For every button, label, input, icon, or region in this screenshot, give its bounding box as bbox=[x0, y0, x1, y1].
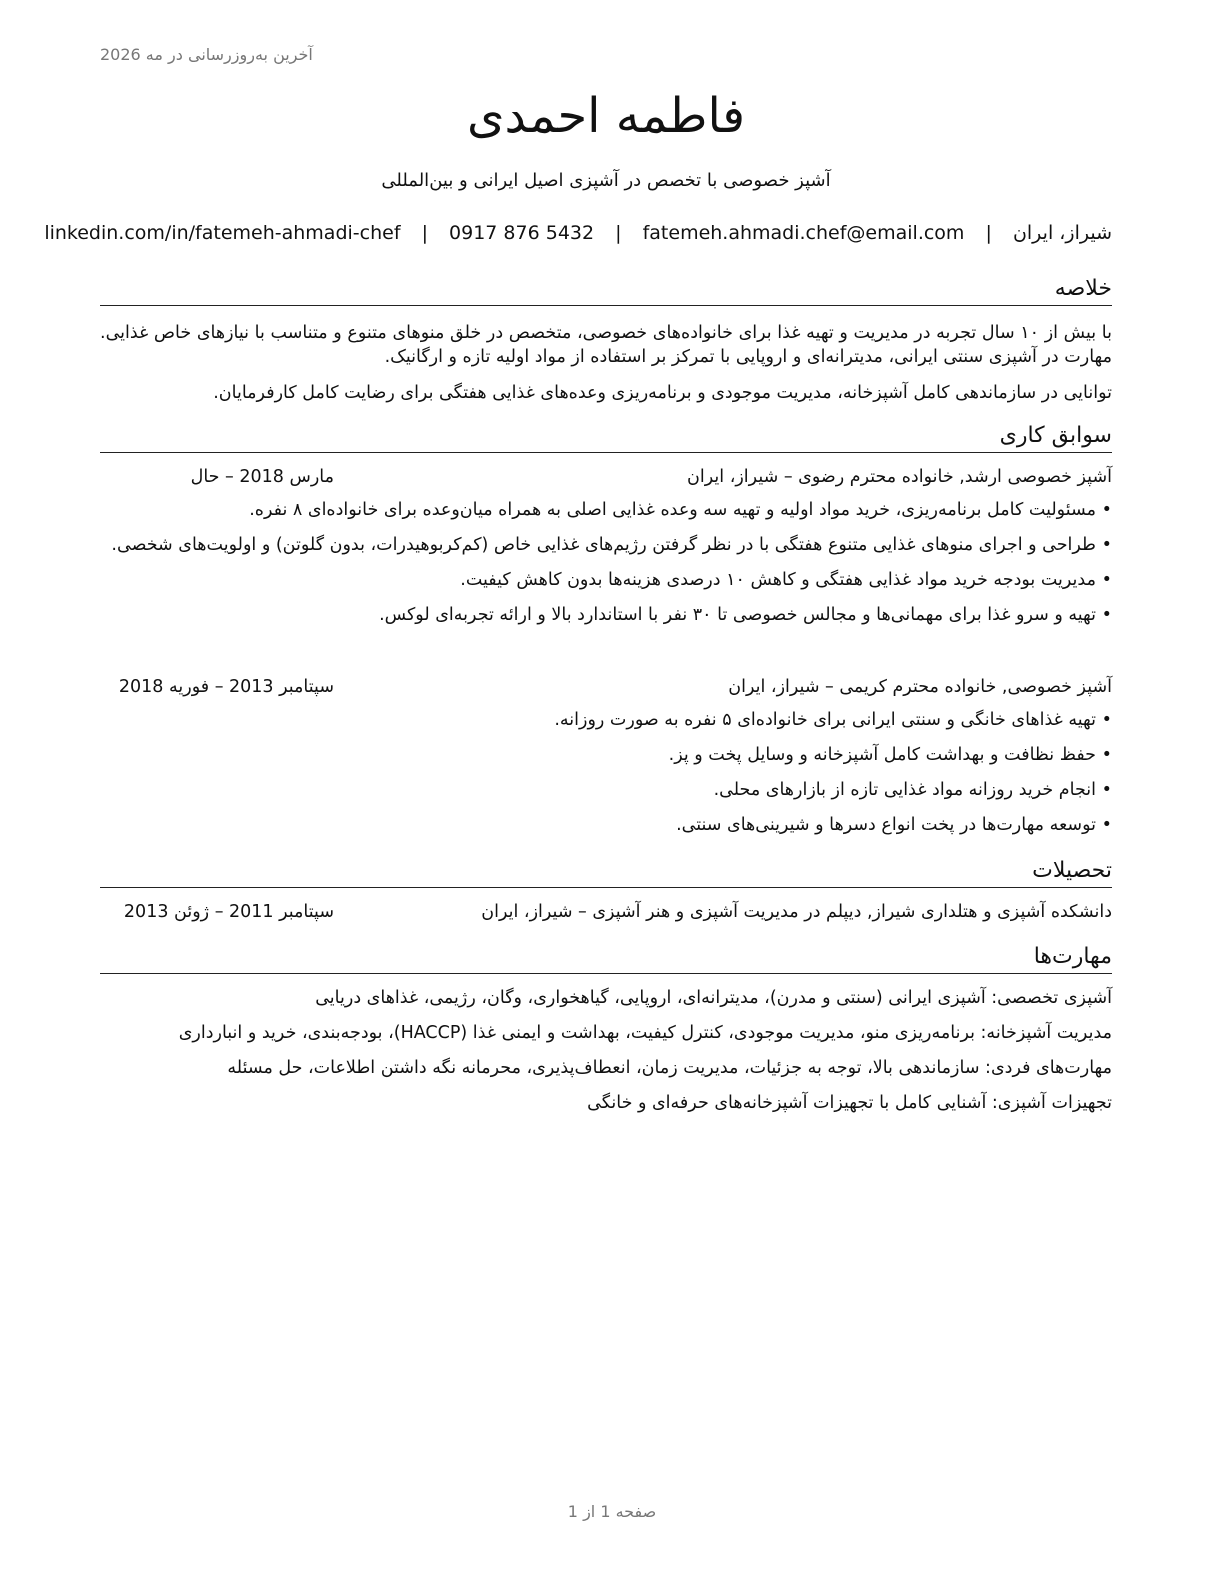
list-item: • تهیه و سرو غذا برای مهمانی‌ها و مجالس خصوصی تا ۳۰ نفر با استاندارد بالا و ارائه تجربه‌ای لوکس. bbox=[100, 603, 1112, 627]
skill-line-cooking: آشپزی تخصصی: آشپزی ایرانی (سنتی و مدرن)، مدیترانه‌ای، اروپایی، گیاهخواری، وگان، رژیمی، غذاهای دریایی bbox=[315, 988, 1112, 1008]
contact-linkedin[interactable]: linkedin.com/in/fatemeh-ahmadi-chef bbox=[44, 222, 401, 244]
candidate-subtitle: آشپز خصوصی با تخصص در آشپزی اصیل ایرانی و بین‌المللی bbox=[381, 170, 831, 191]
contact-separator: | bbox=[615, 222, 622, 244]
list-item: • مدیریت بودجه خرید مواد غذایی هفتگی و کاهش ۱۰ درصدی هزینه‌ها بدون کاهش کیفیت. bbox=[100, 568, 1112, 592]
list-item: • حفظ نظافت و بهداشت کامل آشپزخانه و وسایل پخت و پز. bbox=[100, 743, 1112, 767]
list-item: • مسئولیت کامل برنامه‌ریزی، خرید مواد اولیه و تهیه سه وعده غذایی اصلی به همراه میان‌وعده برای خانواده‌ای ۸ نفره. bbox=[100, 498, 1112, 522]
contact-phone: 0917 876 5432 bbox=[449, 222, 595, 244]
skill-line-kitchen-management: مدیریت آشپزخانه: برنامه‌ریزی منو، مدیریت موجودی، کنترل کیفیت، بهداشت و ایمنی غذا (HACCP)، بودجه‌بندی، خرید و انبارداری bbox=[178, 1023, 1112, 1043]
section-title-skills: مهارت‌ها bbox=[100, 943, 1112, 974]
contact-line bbox=[44, 222, 1112, 244]
job-role: آشپز خصوصی ارشد, خانواده محترم رضوی – شیراز، ایران bbox=[687, 467, 1112, 487]
skill-line-personal: مهارت‌های فردی: سازماندهی بالا، توجه به جزئیات، مدیریت زمان، انعطاف‌پذیری، محرمانه نگه داشتن اطلاعات، حل مسئله bbox=[227, 1058, 1112, 1078]
section-title-summary: خلاصه bbox=[100, 275, 1112, 306]
contact-email[interactable]: fatemeh.ahmadi.chef@email.com bbox=[642, 222, 965, 244]
job-dates: سپتامبر 2013 – فوریه 2018 bbox=[118, 677, 334, 697]
last-updated-note: آخرین به‌روزرسانی در مه 2026 bbox=[100, 45, 313, 64]
page-number: صفحه 1 از 1 bbox=[567, 1502, 657, 1521]
education-institution: دانشکده آشپزی و هتلداری شیراز, دیپلم در مدیریت آشپزی و هنر آشپزی – شیراز، ایران bbox=[481, 902, 1112, 922]
job-role: آشپز خصوصی, خانواده محترم کریمی – شیراز، ایران bbox=[728, 677, 1112, 697]
section-title-experience: سوابق کاری bbox=[100, 422, 1112, 453]
candidate-name: فاطمه احمدی bbox=[466, 88, 746, 144]
contact-location: شیراز، ایران bbox=[1012, 222, 1112, 244]
list-item: • انجام خرید روزانه مواد غذایی تازه از بازارهای محلی. bbox=[100, 778, 1112, 802]
list-item: • تهیه غذاهای خانگی و سنتی ایرانی برای خانواده‌ای ۵ نفره به صورت روزانه. bbox=[100, 708, 1112, 732]
skill-line-equipment: تجهیزات آشپزی: آشنایی کامل با تجهیزات آشپزخانه‌های حرفه‌ای و خانگی bbox=[587, 1093, 1112, 1113]
contact-separator: | bbox=[985, 222, 992, 244]
summary-paragraph-2: توانایی در سازماندهی کامل آشپزخانه، مدیریت موجودی و برنامه‌ریزی وعده‌های غذایی هفتگی برای رضایت کامل کارفرمایان. bbox=[213, 383, 1112, 403]
job-bullet-list bbox=[100, 708, 1112, 848]
list-item: • طراحی و اجرای منوهای غذایی متنوع هفتگی با در نظر گرفتن رژیم‌های غذایی خاص (کم‌کربوهیدرات، بدون گلوتن) و اولویت‌های شخصی. bbox=[100, 533, 1112, 557]
list-item: • توسعه مهارت‌ها در پخت انواع دسرها و شیرینی‌های سنتی. bbox=[100, 813, 1112, 837]
education-dates: سپتامبر 2011 – ژوئن 2013 bbox=[123, 902, 334, 922]
contact-separator: | bbox=[421, 222, 428, 244]
job-bullet-list bbox=[100, 498, 1112, 638]
summary-paragraph-1: با بیش از ۱۰ سال تجربه در مدیریت و تهیه غذا برای خانواده‌های خصوصی، متخصص در خلق منوهای متنوع و متناسب با نیازهای خاص غذایی. مهارت در آشپزی سنتی ایرانی، مدیترانه‌ای و اروپایی با تمرکز بر استفاده از مواد اولیه تازه و ارگانیک. bbox=[100, 323, 1112, 367]
resume-page bbox=[44, 0, 1112, 1584]
job-header bbox=[100, 677, 1112, 703]
job-dates: مارس 2018 – حال bbox=[190, 467, 334, 487]
job-header bbox=[100, 467, 1112, 493]
education-entry bbox=[100, 902, 1112, 928]
section-title-education: تحصیلات bbox=[100, 857, 1112, 888]
